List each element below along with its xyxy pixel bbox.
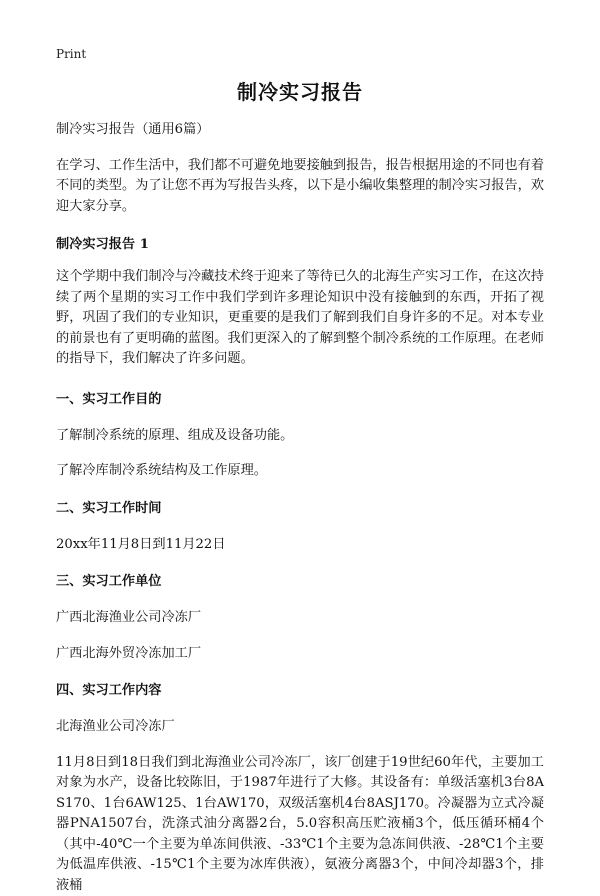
report1-heading: 制冷实习报告 1 [56,235,544,255]
document-subtitle: 制冷实习报告（通用6篇） [56,120,544,141]
section1-heading: 一、实习工作目的 [56,390,544,410]
section3-line1: 广西北海渔业公司冷冻厂 [56,608,544,629]
section3-line2: 广西北海外贸冷冻加工厂 [56,644,544,665]
document-title: 制冷实习报告 [0,80,600,104]
report1-paragraph: 这个学期中我们制冷与冷藏技术终于迎来了等待已久的北海生产实习工作，在这次持续了两个星期的实习工作中我们学到许多理论知识中没有接触到的东西，开拓了视野，巩固了我们的专业知识，更重要的是我们了解到我们自身许多的不足。对本专业的前景也有了更明确的蓝图。我们更深入的了解到整个制冷系统的工作原理。在老师的指导下，我们解决了许多问题。 [56,267,544,370]
section4-paragraph: 11月8日到18日我们到北海渔业公司冷冻厂，该厂创建于19世纪60年代，主要加工对象为水产，设备比较陈旧，于1987年进行了大修。其设备有：单级活塞机3台8AS170、1台6AW125、1台AW170，双级活塞机4台8ASJ170。冷凝器为立式冷凝器PNA1507台，洗涤式油分离器2台，5.0容积高压贮液桶3个，低压循环桶4个（其中-40℃一个主要为单冻间供液、-33℃1个主要为急冻间供液、-28℃1个主要为低温库供液、-15℃1个主要为冰库供液），氨液分离器3个，中间冷却器3个，排液桶 [56,753,544,896]
section3-heading: 三、实习工作单位 [56,572,544,592]
section2-line1: 20xx年11月8日到11月22日 [56,535,544,556]
section2-heading: 二、实习工作时间 [56,499,544,519]
print-label[interactable]: Print [56,46,86,62]
intro-paragraph: 在学习、工作生活中，我们都不可避免地要接触到报告，报告根据用途的不同也有着不同的类型。为了让您不再为写报告头疼，以下是小编收集整理的制冷实习报告，欢迎大家分享。 [56,156,544,218]
document-body [56,120,544,896]
section4-line1: 北海渔业公司冷冻厂 [56,717,544,738]
section1-line2: 了解冷库制冷系统结构及工作原理。 [56,461,544,482]
section1-line1: 了解制冷系统的原理、组成及设备功能。 [56,426,544,447]
section4-heading: 四、实习工作内容 [56,681,544,701]
